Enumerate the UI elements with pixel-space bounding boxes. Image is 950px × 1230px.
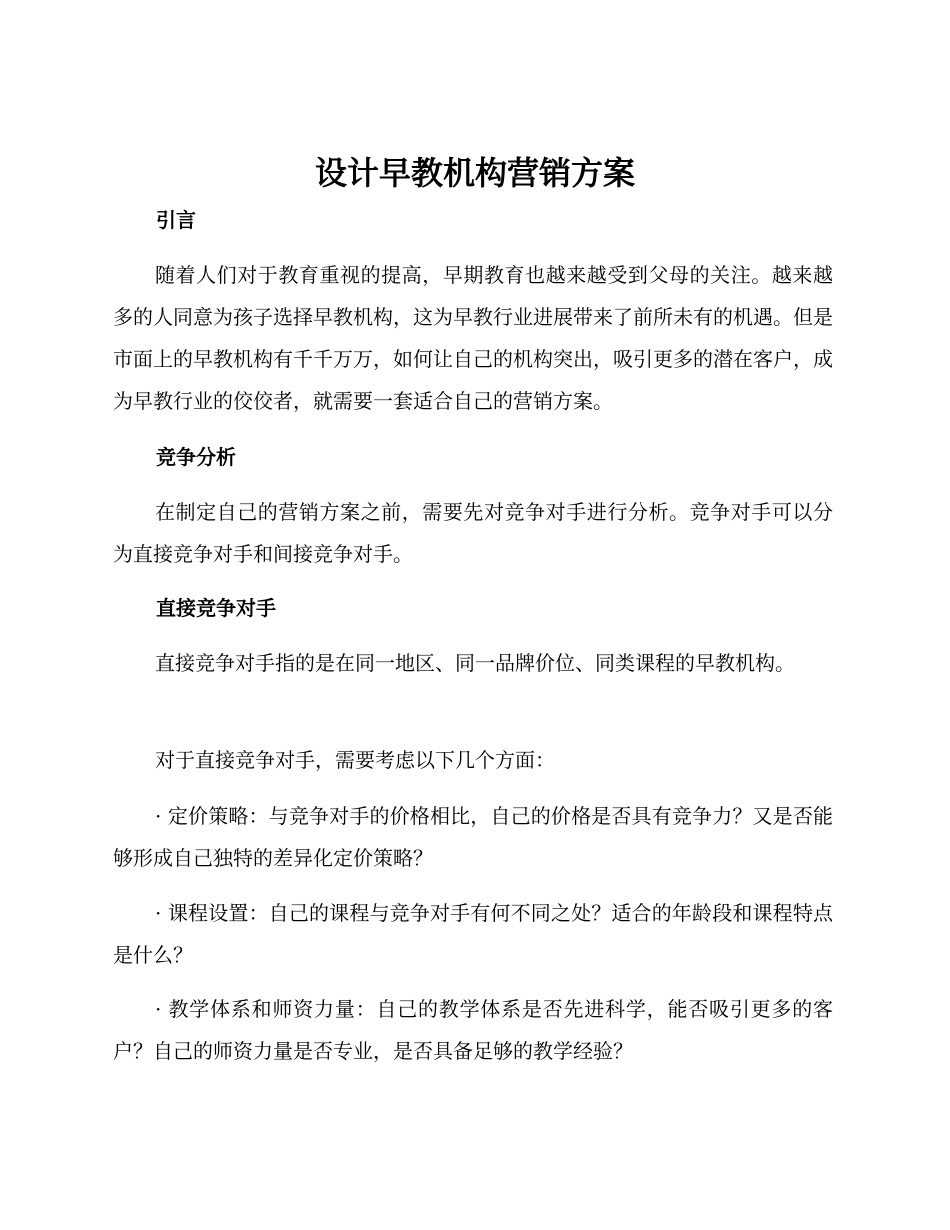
direct-competitors-definition: 直接竞争对手指的是在同一地区、同一品牌价位、同类课程的早教机构。 — [155, 651, 795, 675]
section-heading-direct-competitors: 直接竞争对手 — [156, 596, 276, 620]
document-title: 设计早教机构营销方案 — [314, 154, 635, 192]
introduction-paragraph: 随着人们对于教育重视的提高，早期教育也越来越受到父母的关注。越来越多的人同意为孩子选择早教机构，这为早教行业进展带来了前所未有的机遇。但是市面上的早教机构有千千万万，如何让自己的机构突出，吸引更多的潜在客户，成为早教行业的佼佼者，就需要一套适合自己的营销方案。 — [113, 263, 833, 413]
section-heading-introduction: 引言 — [156, 208, 196, 232]
direct-competitors-intro: 对于直接竞争对手，需要考虑以下几个方面： — [155, 748, 555, 772]
competition-analysis-paragraph: 在制定自己的营销方案之前，需要先对竞争对手进行分析。竞争对手可以分为直接竞争对手和间接竞争对手。 — [113, 500, 833, 566]
bullet-pricing-strategy: · 定价策略：与竞争对手的价格相比，自己的价格是否具有竞争力？又是否能够形成自己独特的差异化定价策略？ — [113, 804, 833, 870]
bullet-teaching-system: · 教学体系和师资力量：自己的教学体系是否先进科学，能否吸引更多的客户？自己的师资力量是否专业，是否具备足够的教学经验？ — [113, 997, 833, 1063]
section-heading-competition-analysis: 竞争分析 — [156, 445, 236, 469]
bullet-course-setup: · 课程设置：自己的课程与竞争对手有何不同之处？适合的年龄段和课程特点是什么？ — [113, 901, 833, 967]
